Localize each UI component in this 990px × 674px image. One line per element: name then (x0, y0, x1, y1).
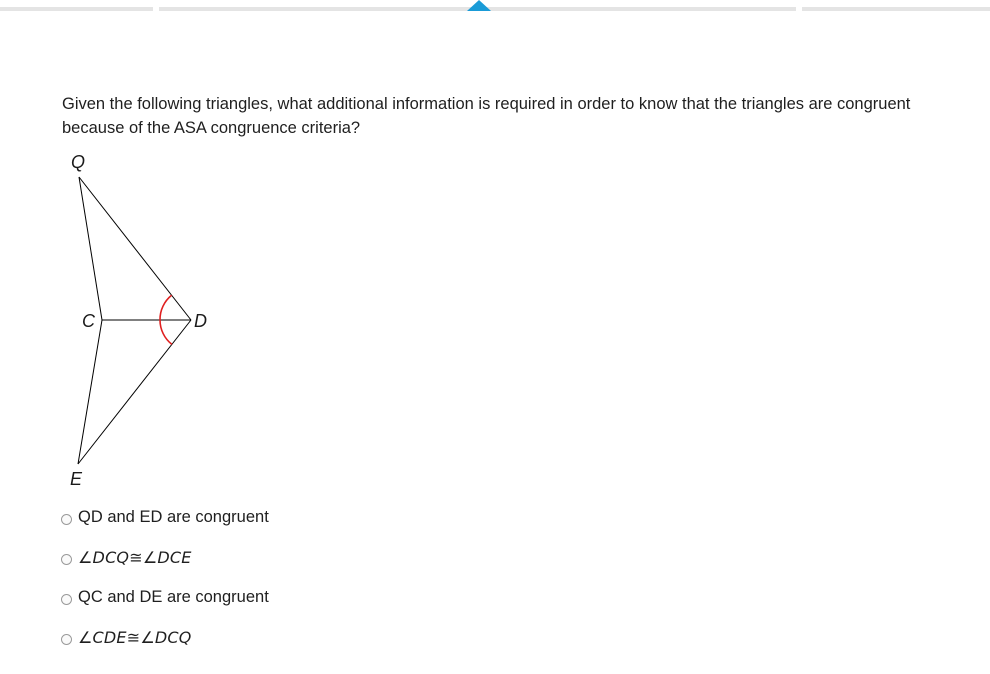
answer-options (61, 497, 661, 657)
answer-option-label: QC and DE are congruent (78, 587, 269, 606)
current-tab-indicator-icon (467, 0, 491, 11)
vertex-label-e: E (70, 469, 83, 489)
vertex-label-c: C (82, 311, 95, 331)
triangle-diagram (55, 148, 225, 493)
answer-option-1[interactable] (61, 497, 661, 537)
segment-ce (78, 320, 102, 464)
radio-button[interactable] (61, 514, 72, 525)
vertex-label-d: D (194, 311, 207, 331)
answer-option-label: QD and ED are congruent (78, 507, 269, 526)
answer-option-4[interactable] (61, 617, 661, 657)
tab-segment[interactable] (0, 7, 153, 11)
answer-option-label: ∠DCQ≅∠DCE (78, 547, 192, 567)
triangle-figure (55, 148, 225, 493)
segment-qc (79, 177, 102, 320)
segment-de (78, 320, 191, 464)
vertex-label-q: Q (71, 152, 86, 172)
tab-segment[interactable] (802, 7, 990, 11)
answer-option-2[interactable] (61, 537, 661, 577)
question-text: Given the following triangles, what additional information is required in order to know that the triangles are congruent because of the ASA congruence criteria? (62, 95, 911, 137)
answer-option-label: ∠CDE≅∠DCQ (78, 627, 192, 647)
radio-button[interactable] (61, 554, 72, 565)
segment-qd (79, 177, 191, 320)
angle-mark-qdc (160, 295, 172, 320)
angle-mark-cde (160, 320, 172, 344)
answer-option-3[interactable] (61, 577, 661, 617)
radio-button[interactable] (61, 594, 72, 605)
radio-button[interactable] (61, 634, 72, 645)
top-progress-tabs (0, 0, 990, 12)
